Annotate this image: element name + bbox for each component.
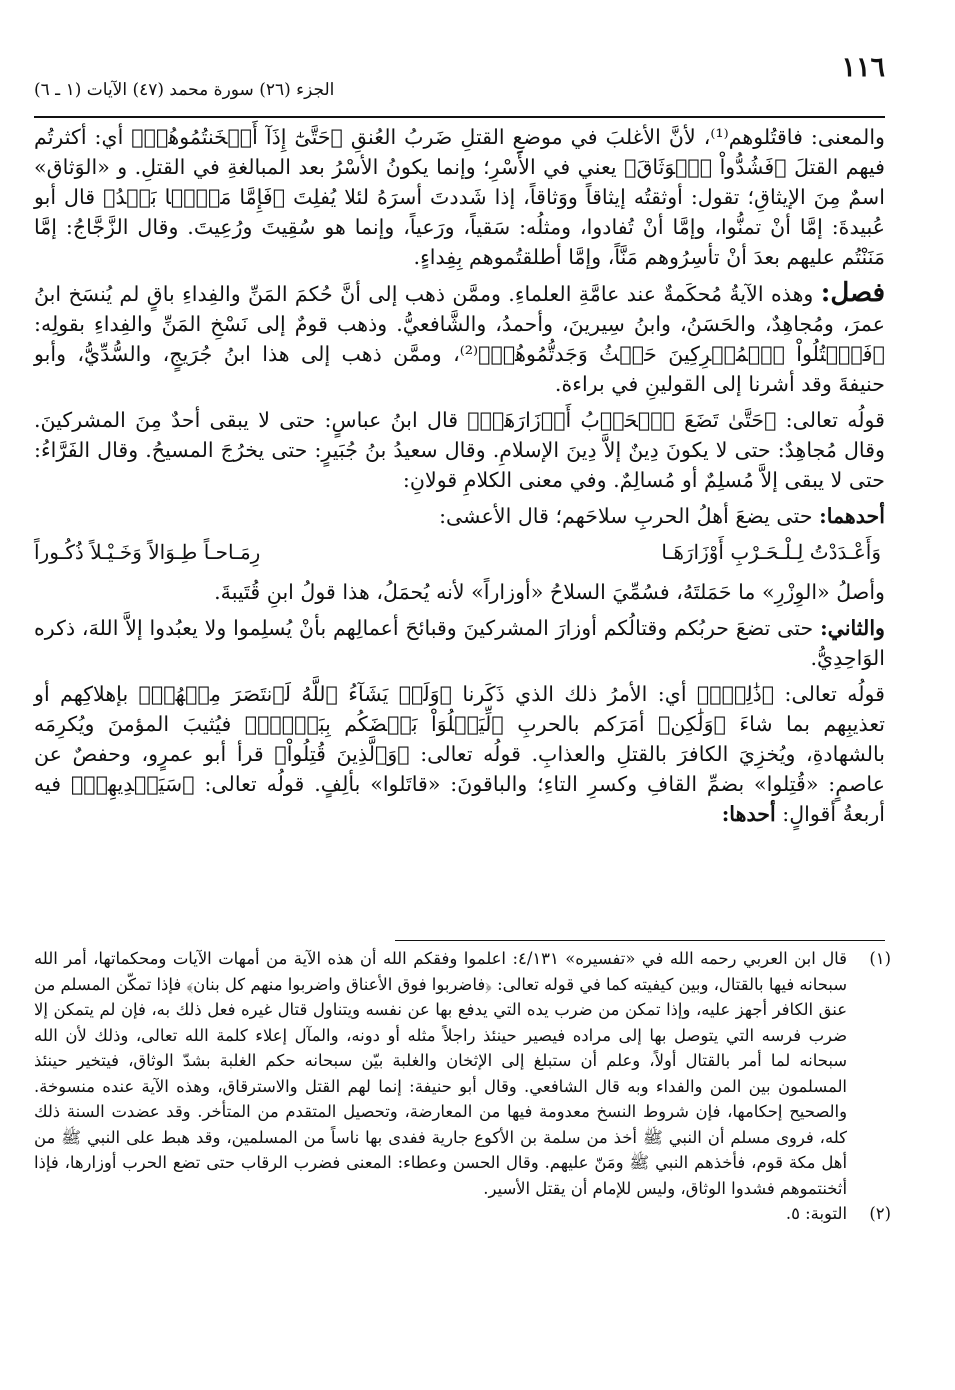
running-head: الجزء (٢٦) سورة محمد (٤٧) الآيات (١ ـ ٦) <box>34 80 335 100</box>
footnote <box>34 946 891 1201</box>
footnotes <box>34 946 891 1227</box>
paragraph: قولُه تعالى: ﴿ذَٰلِكَۖ﴾ أي: الأمرُ ذلك الذي ذَكَرنا ﴿وَلَوۡ يَشَآءُ ٱللَّهُ لَٱنتَصَرَ مِنۡهُمۡ﴾ بإهلاكِهم أو تعذيبِهم بما شاءَ ﴿وَلَٰكِن﴾ أمَرَكم بالحربِ ﴿لِّيَبۡلُوَاْ بَعۡضَكُم بِبَعۡضٖۗ﴾ فيُثيبَ المؤمنَ ويُكرِمَه بالشهادةِ، ويُخزِيَ الكافرَ بالقتلِ والعذابِ. قولُه تعالى: ﴿وَٱلَّذِينَ قُتِلُواْ﴾ قرأ أبو عمرٍو، وحفصٌ عن عاصمٍ: «قُتِلوا» بضمِّ القافِ وكسرِ التاءِ؛ والباقونَ: «قاتَلوا» بألِفٍ. قولُه تعالى: ﴿سَيَهۡدِيهِمۡ﴾ فيه أربعةُ أقوالٍ: أحدها: <box>34 682 885 826</box>
paragraph-second-opinion: والثاني: حتى تضعَ حربُكم وقتالُكم أوزارَ المشركينَ وقبائحَ أعمالِهم بأنْ يُسلِموا ولا يعبُدوا إلاَّ اللهَ، ذكره الوَاحِدِيُّ. <box>34 616 885 670</box>
poetry-verse <box>34 537 885 567</box>
verse-first-hemistich: وَأَعْـدَدْتُ لِـلْـحَـرْبِ أَوْزَارَهَـا <box>661 540 881 564</box>
footnote <box>34 1201 891 1227</box>
paragraph-fasl: فصل: وهذه الآيةُ مُحكَمةٌ عند عامَّةِ العلماءِ. وممَّن ذهب إلى أنَّ حُكمَ المَنِّ والفِداءِ باقٍ لم يُنسَخ ابنُ عمرَ، ومُجاهِدٌ، والحَسَنُ، وابنُ سِيرينَ، وأحمدُ، والشَّافعيُّ. وذهب قومٌ إلى نَسْخِ المَنِّ والفِداءِ بقولِه: ﴿فَٱقۡتُلُواْ ٱلۡمُشۡرِكِينَ حَيۡثُ وَجَدتُّمُوهُمۡ﴾⁽²⁾، وممَّن ذهب إلى هذا ابنُ جُرَيجٍ، والسُّدِّيُّ، وأبو حنيفةَ وقد أشرنا إلى القولينِ في براءة. <box>34 278 885 396</box>
page-number: ١١٦ <box>841 52 885 83</box>
opinion-label: أحدهما: <box>819 504 885 528</box>
page-header <box>34 52 885 114</box>
footnote-number: (٢) <box>869 1204 891 1223</box>
paragraph: والمعنى: فاقتُلوهم⁽¹⁾، لأنَّ الأغلبَ في موضعِ القتلِ ضَربُ العُنقِ ﴿حَتَّىٰٓ إِذَآ أَثۡخَنتُمُوهُمۡ﴾ أي: أكثرتُم فيهم القتلَ ﴿فَشُدُّواْ ٱلۡوَثَاقَ﴾ يعني في الأَسْرِ؛ وإنما يكونُ الأسْرُ بعد المبالغةِ في القتلِ. و «الوَثاق» اسمٌ مِنَ الإيثاقِ؛ تقول: أوثقتُه إيثاقاً ووَثاقاً، إذا شَددتَ أسرَهُ لئلا يُفلِتَ ﴿فَإِمَّا مَنَّۢا بَعۡدُ﴾ قال أبو عُبيدةَ: إمَّا أنْ تمنُّوا، وإمَّا أنْ تُفادوا، ومثلُه: سَقياً، ورَعياً، وإنما هو سُقِيتَ ورُعِيتَ. وقال الزَّجَّاجُ: إمَّا مَنَنْتُم عليهم بعدَ أنْ تأسِرُوهم مَنَّاً، وإمَّا أطلقتُموهم بِفِداءٍ. <box>34 125 885 269</box>
verse-second-hemistich: رِمَـاحـاً طِـوَالاً وَخَـيْـلاً ذُكُـوراً <box>34 540 261 564</box>
opinion-label: أحدها: <box>721 802 776 826</box>
opinion-label: والثاني: <box>820 616 885 640</box>
footnote-text: قال ابن العربي رحمه الله في «تفسيره» ٤/١٣١: اعلموا وفقكم الله أن هذه الآية من أمهات الآيات ومحكماتها، أمر الله سبحانه فيها بالقتال، وبين كيفيته كما في قوله تعالى: ﴿فاضربوا فوق الأعناق واضربوا منهم كل بنان﴾ فإذا تمكّن المسلم من عنق الكافر أجهز عليه، وإذا تمكن من ضرب يده التي يدفع بها عن نفسه ويتناول قتال غيره فعل ذلك به، فإن لم يتمكن إلا ضرب فرسه التي يتوصل بها إلى مراده فيصير حينئذ راجلاً مثله أو دونه، والمآل إعلاء كلمة الله تعالى، وذلك لأن الله سبحانه لما أمر بالقتال أولاً، وعلم أن ستبلغ إلى الإثخان والغلبة بيّن سبحانه حكم الغلبة بشدّ الوثاق، فيتخير حينئذ المسلمون بين المن والفداء وبه قال الشافعي. وقال أبو حنيفة: إنما لهم القتل والاسترقاق، وهذه الآية عنده منسوخة. والصحيح إحكامها، فإن شروط النسخ معدومة فيها من المعارضة، وتحصيل المتقدم من المتأخر. وقد عضدت السنة ذلك كله، فروى مسلم أن النبي ﷺ أخذ من سلمة بن الأكوع جارية ففدى بها ناساً من المسلمين، وقد هبط على النبي ﷺ من أهل مكة قوم، فأخذهم النبي ﷺ ومَنّ عليهم. وقال الحسن وعطاء: المعنى فضرب الرقاب حتى تضع الحرب أوزارها، فإذا أثخنتموهم فشدوا الوثاق، وليس للإمام أن يقتل الأسير. <box>34 949 847 1198</box>
footnote-number: (١) <box>869 949 891 968</box>
main-text <box>34 122 885 835</box>
paragraph-first-opinion: أحدهما: حتى يضعَ أهلُ الحربِ سلاحَهم؛ قال الأعشى: <box>439 504 885 528</box>
footnote-rule <box>395 940 885 941</box>
section-label: فصل: <box>820 278 885 308</box>
paragraph: قولُه تعالى: ﴿حَتَّىٰ تَضَعَ ٱلۡحَرۡبُ أَوۡزَارَهَاۚ﴾ قال ابنُ عباسٍ: حتى لا يبقى أحدٌ مِنَ المشركينَ. وقال مُجاهِدٌ: حتى لا يكونَ دِينٌ إلاَّ دِينَ الإسلامِ. وقال سعيدُ بنُ جُبَيرٍ: حتى يخرُجَ المسيحُ. وقال الفَرَّاءُ: حتى لا يبقى إلاَّ مُسلِمٌ أو مُسالِمٌ. وفي معنى الكلامِ قولانِ: <box>34 408 885 492</box>
header-rule <box>34 116 885 118</box>
paragraph: وأصلُ «الوِزْرِ» ما حَمَلتَهُ، فسُمِّيَ السلاحُ «أوزاراً» لأنه يُحمَلُ، هذا قولُ ابنِ قُتَيبةَ. <box>214 580 885 604</box>
footnote-text: التوبة: ٥. <box>785 1204 847 1223</box>
